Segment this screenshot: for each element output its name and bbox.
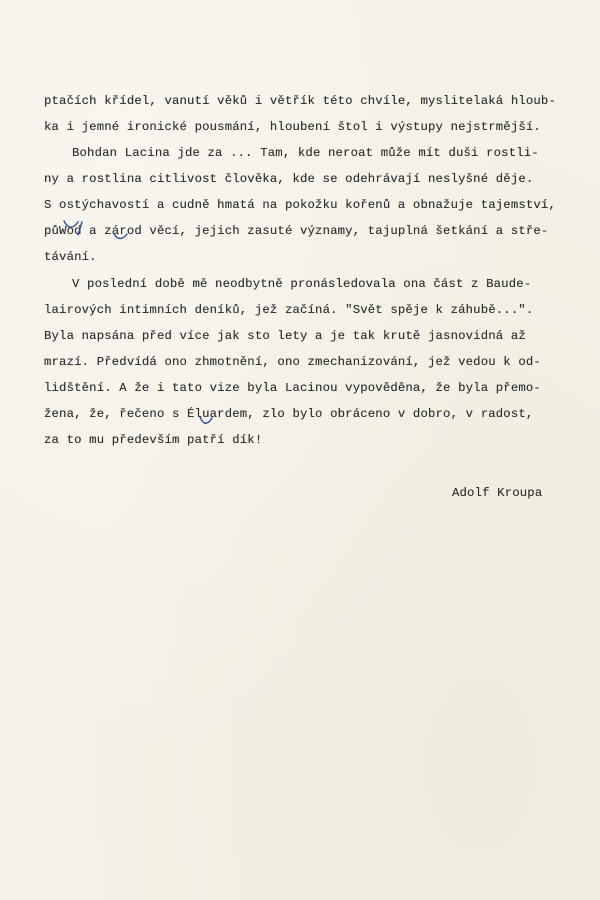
text-line: lidštění. A že i tato vize byla Lacinou vypověděna, že byla přemo- [44, 381, 541, 395]
text-line: Byla napsána před více jak sto lety a je tak krutě jasnovidná až [44, 329, 526, 343]
text-line: V poslední době mě neodbytně pronásledovala ona část z Baude- [72, 277, 532, 291]
text-line: távání. [44, 250, 97, 264]
text-line: mrazí. Předvídá ono zhmotnění, ono zmechanizování, jež vedou k od- [44, 355, 541, 369]
signature: Adolf Kroupa [452, 486, 543, 500]
text-line: lairových intimních deníků, jež začíná. "Svět spěje k záhubě...". [44, 303, 534, 317]
text-line: ny a rostlina citlivost člověka, kde se odehrávají neslyšné děje. [44, 172, 534, 186]
text-line: žena, že, řečeno s Éluardem, zlo bylo obráceno v dobro, v radost, [44, 407, 534, 421]
text-line: ptačích křídel, vanutí věků i větřík této chvíle, myslitelaká hloub- [44, 94, 556, 108]
text-line: Bohdan Lacina jde za ... Tam, kde neroat může mít duši rostli- [72, 146, 539, 160]
text-line: S ostýchavostí a cudně hmatá na pokožku kořenů a obnažuje tajemství, [44, 198, 556, 212]
text-line: za to mu především patří dík! [44, 433, 263, 447]
text-line: půWod a zárod věcí, jejich zasuté významy, tajuplná šetkání a stře- [44, 224, 549, 238]
text-line: ka i jemné ironické pousmání, hloubení štol i výstupy nejstrmější. [44, 120, 541, 134]
